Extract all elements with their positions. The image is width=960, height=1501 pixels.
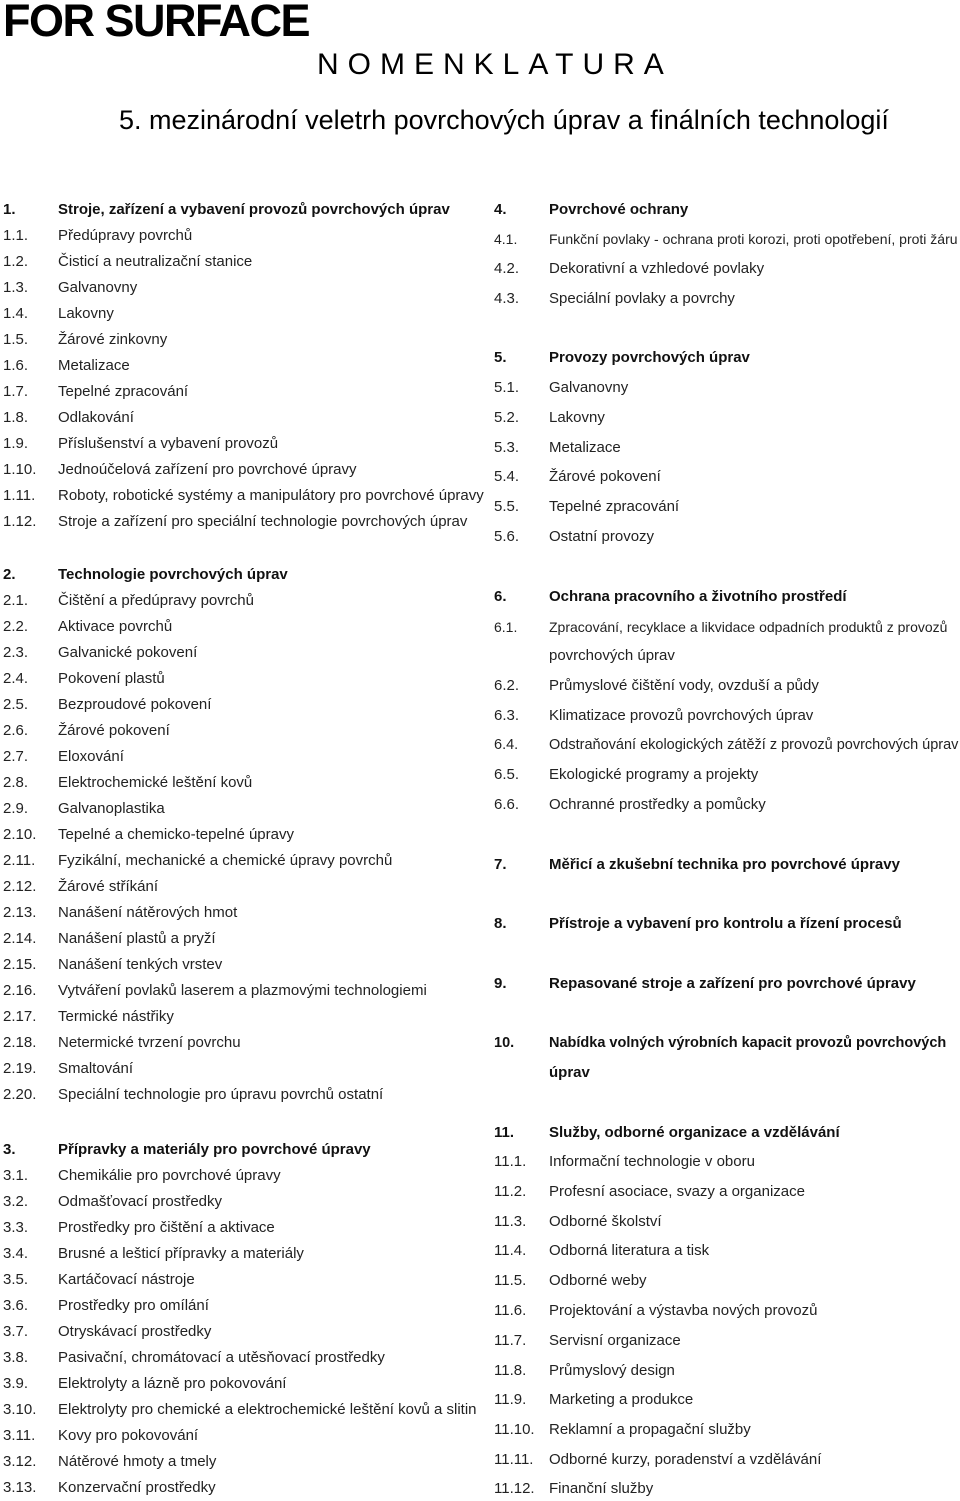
item-number: 11.1. [494, 1153, 527, 1170]
item-text: Přípravky a materiály pro povrchové úpravy [58, 1141, 371, 1158]
item-number: 2.9. [3, 800, 29, 817]
item-number: 2.11. [3, 852, 36, 869]
item-number: 6.4. [494, 737, 519, 753]
item-text: Funkční povlaky - ochrana proti korozi, proti opotřebení, proti žáru [549, 231, 958, 247]
item-text: Služby, odborné organizace a vzdělávání [549, 1124, 840, 1141]
item-text: Stroje, zařízení a vybavení provozů povrchových úprav [58, 201, 450, 218]
item-number: 11.8. [494, 1362, 527, 1379]
item-text: Ochrana pracovního a životního prostředí [549, 588, 847, 605]
item-number: 4.1. [494, 231, 518, 247]
item-text: Informační technologie v oboru [549, 1153, 755, 1170]
item-text: Nátěrové hmoty a tmely [58, 1453, 217, 1470]
item-text: Příslušenství a vybavení provozů [58, 435, 279, 452]
item-number: 2.2. [3, 618, 29, 635]
item-number: 6. [494, 588, 507, 605]
item-number: 3.10. [3, 1401, 37, 1418]
item-text: Galvanovny [549, 379, 629, 396]
item-text: Lakovny [58, 305, 114, 322]
item-number: 11.9. [494, 1391, 527, 1408]
item-text: Čištění a předúpravy povrchů [58, 592, 254, 609]
item-text: Průmyslové čištění vody, ovzduší a půdy [549, 677, 819, 694]
item-number: 11.7. [494, 1332, 527, 1349]
item-number: 2.3. [3, 644, 29, 661]
item-number: 3.11. [3, 1427, 36, 1444]
item-text: Žárové pokovení [58, 722, 170, 739]
item-text: Odborné kurzy, poradenství a vzdělávání [549, 1451, 822, 1468]
item-number: 11.2. [494, 1183, 527, 1200]
item-number: 1.3. [3, 279, 29, 296]
item-text: Ochranné prostředky a pomůcky [549, 796, 766, 813]
item-number: 7. [494, 856, 507, 873]
item-text: Smaltování [58, 1060, 134, 1077]
item-text: úprav [549, 1064, 590, 1081]
item-number: 2.18. [3, 1034, 37, 1051]
item-text: Reklamní a propagační služby [549, 1421, 751, 1438]
item-text: Čisticí a neutralizační stanice [58, 253, 253, 270]
item-number: 3.1. [3, 1167, 29, 1184]
item-text: Prostředky pro omílání [58, 1297, 209, 1314]
item-number: 11.5. [494, 1272, 527, 1289]
item-number: 1.6. [3, 357, 29, 374]
item-text: Odmašťovací prostředky [58, 1193, 223, 1210]
item-text: Metalizace [58, 357, 130, 374]
item-text: Kovy pro pokovování [58, 1427, 199, 1444]
item-number: 2.15. [3, 956, 37, 973]
item-number: 1.1. [3, 227, 29, 244]
item-number: 3.9. [3, 1375, 29, 1392]
item-number: 1.4. [3, 305, 29, 322]
item-number: 3.2. [3, 1193, 29, 1210]
item-number: 2.7. [3, 748, 29, 765]
item-text: Odborná literatura a tisk [549, 1242, 710, 1259]
item-number: 3.5. [3, 1271, 29, 1288]
item-number: 1.5. [3, 331, 29, 348]
item-text: Elektrolyty pro chemické a elektrochemické leštění kovů a slitin [58, 1401, 477, 1418]
item-number: 2.16. [3, 982, 37, 999]
item-text: Tepelné zpracování [58, 383, 189, 400]
item-text: Kartáčovací nástroje [58, 1271, 195, 1288]
item-text: Ostatní provozy [549, 528, 655, 545]
item-number: 1.7. [3, 383, 29, 400]
item-text: Brusné a lešticí přípravky a materiály [58, 1245, 304, 1262]
item-number: 2.6. [3, 722, 29, 739]
item-text: Marketing a produkce [549, 1391, 694, 1408]
item-number: 3.12. [3, 1453, 37, 1470]
item-text: Žárové pokovení [549, 468, 661, 485]
item-number: 2.10. [3, 826, 37, 843]
item-text: Předúpravy povrchů [58, 227, 193, 244]
item-text: Nanášení nátěrových hmot [58, 904, 238, 921]
item-number: 11.12. [494, 1480, 535, 1497]
item-number: 3.13. [3, 1479, 37, 1496]
item-number: 2.13. [3, 904, 37, 921]
item-text: povrchových úprav [549, 647, 675, 664]
item-text: Galvanické pokovení [58, 644, 198, 661]
item-text: Netermické tvrzení povrchu [58, 1034, 241, 1051]
item-text: Pokovení plastů [58, 670, 165, 687]
item-text: Bezproudové pokovení [58, 696, 212, 713]
item-text: Chemikálie pro povrchové úpravy [58, 1167, 281, 1184]
item-text: Konzervační prostředky [58, 1479, 216, 1496]
item-number: 6.6. [494, 796, 520, 813]
item-text: Profesní asociace, svazy a organizace [549, 1183, 805, 1200]
item-number: 1.9. [3, 435, 29, 452]
item-text: Speciální technologie pro úpravu povrchů ostatní [58, 1086, 384, 1103]
item-number: 5.3. [494, 439, 520, 456]
item-number: 11.4. [494, 1242, 527, 1259]
item-number: 3.4. [3, 1245, 29, 1262]
item-text: Stroje a zařízení pro speciální technologie povrchových úprav [58, 513, 468, 530]
item-text: Projektování a výstavba nových provozů [549, 1302, 818, 1319]
item-text: Fyzikální, mechanické a chemické úpravy povrchů [58, 852, 393, 869]
item-number: 5.4. [494, 468, 520, 485]
item-number: 4.2. [494, 260, 520, 277]
item-number: 5.6. [494, 528, 520, 545]
item-text: Pasivační, chromátovací a utěsňovací prostředky [58, 1349, 385, 1366]
item-text: Tepelné a chemicko-tepelné úpravy [58, 826, 294, 843]
item-number: 11.3. [494, 1213, 527, 1230]
item-text: Klimatizace provozů povrchových úprav [549, 707, 814, 724]
page-title: NOMENKLATURA [317, 48, 673, 81]
item-number: 2.1. [3, 592, 29, 609]
item-text: Provozy povrchových úprav [549, 349, 750, 366]
item-number: 6.1. [494, 619, 518, 635]
item-number: 5. [494, 349, 507, 366]
item-number: 2.20. [3, 1086, 37, 1103]
item-text: Vytváření povlaků laserem a plazmovými technologiemi [58, 982, 427, 999]
item-text: Měřicí a zkušební technika pro povrchové úpravy [549, 856, 900, 873]
item-number: 2.4. [3, 670, 29, 687]
item-number: 2.8. [3, 774, 29, 791]
item-number: 6.2. [494, 677, 520, 694]
item-number: 1.12. [3, 513, 37, 530]
item-text: Lakovny [549, 409, 605, 426]
item-text: Odlakování [58, 409, 134, 426]
item-number: 6.5. [494, 766, 520, 783]
item-text: Metalizace [549, 439, 621, 456]
item-number: 9. [494, 975, 507, 992]
item-number: 1.11. [3, 487, 36, 504]
item-text: Servisní organizace [549, 1332, 681, 1349]
item-number: 5.2. [494, 409, 520, 426]
item-number: 3.3. [3, 1219, 29, 1236]
item-text: Technologie povrchových úprav [58, 566, 288, 583]
item-number: 2.19. [3, 1060, 37, 1077]
item-text: Přístroje a vybavení pro kontrolu a řízení procesů [549, 915, 902, 932]
item-text: Prostředky pro čištění a aktivace [58, 1219, 275, 1236]
item-number: 11.6. [494, 1302, 527, 1319]
item-number: 11. [494, 1124, 515, 1141]
item-text: Ekologické programy a projekty [549, 766, 759, 783]
item-text: Nanášení plastů a pryží [58, 930, 216, 947]
item-number: 5.5. [494, 498, 520, 515]
item-number: 4. [494, 201, 507, 218]
item-number: 2.17. [3, 1008, 37, 1025]
logo: FOR SURFACE [3, 0, 310, 46]
item-text: Tepelné zpracování [549, 498, 680, 515]
item-number: 3.8. [3, 1349, 29, 1366]
item-number: 2.12. [3, 878, 37, 895]
item-text: Žárové stříkání [58, 878, 159, 895]
item-number: 1.2. [3, 253, 29, 270]
item-number: 11.11. [494, 1451, 534, 1468]
item-text: Galvanoplastika [58, 800, 165, 817]
item-text: Jednoúčelová zařízení pro povrchové úpravy [58, 461, 357, 478]
page-subtitle: 5. mezinárodní veletrh povrchových úprav a finálních technologií [119, 105, 889, 135]
item-number: 3.7. [3, 1323, 29, 1340]
item-text: Žárové zinkovny [58, 331, 168, 348]
item-text: Elektrochemické leštění kovů [58, 774, 253, 791]
item-text: Roboty, robotické systémy a manipulátory pro povrchové úpravy [58, 487, 484, 504]
item-text: Otryskávací prostředky [58, 1323, 212, 1340]
item-number: 1.10. [3, 461, 37, 478]
item-text: Odborné školství [549, 1213, 662, 1230]
item-text: Zpracování, recyklace a likvidace odpadních produktů z provozů [549, 619, 948, 635]
item-number: 11.10. [494, 1421, 535, 1438]
item-number: 2. [3, 566, 16, 583]
item-number: 3.6. [3, 1297, 29, 1314]
item-text: Průmyslový design [549, 1362, 675, 1379]
item-text: Dekorativní a vzhledové povlaky [549, 260, 765, 277]
item-text: Odborné weby [549, 1272, 647, 1289]
item-number: 1. [3, 201, 16, 218]
item-number: 8. [494, 915, 507, 932]
item-text: Odstraňování ekologických zátěží z provozů povrchových úprav [549, 737, 959, 753]
item-text: Termické nástřiky [58, 1008, 174, 1025]
item-text: Povrchové ochrany [549, 201, 689, 218]
item-number: 10. [494, 1035, 515, 1051]
item-number: 4.3. [494, 290, 520, 307]
item-number: 6.3. [494, 707, 520, 724]
item-number: 1.8. [3, 409, 29, 426]
item-text: Speciální povlaky a povrchy [549, 290, 735, 307]
item-text: Galvanovny [58, 279, 138, 296]
item-text: Nanášení tenkých vrstev [58, 956, 223, 973]
item-text: Nabídka volných výrobních kapacit provozů povrchových [549, 1035, 947, 1051]
item-text: Eloxování [58, 748, 124, 765]
item-number: 2.14. [3, 930, 37, 947]
item-number: 5.1. [494, 379, 520, 396]
item-text: Finanční služby [549, 1480, 654, 1497]
item-number: 3. [3, 1141, 16, 1158]
item-text: Repasované stroje a zařízení pro povrchové úpravy [549, 975, 916, 992]
item-number: 2.5. [3, 696, 29, 713]
item-text: Aktivace povrchů [58, 618, 173, 635]
item-text: Elektrolyty a lázně pro pokovování [58, 1375, 287, 1392]
